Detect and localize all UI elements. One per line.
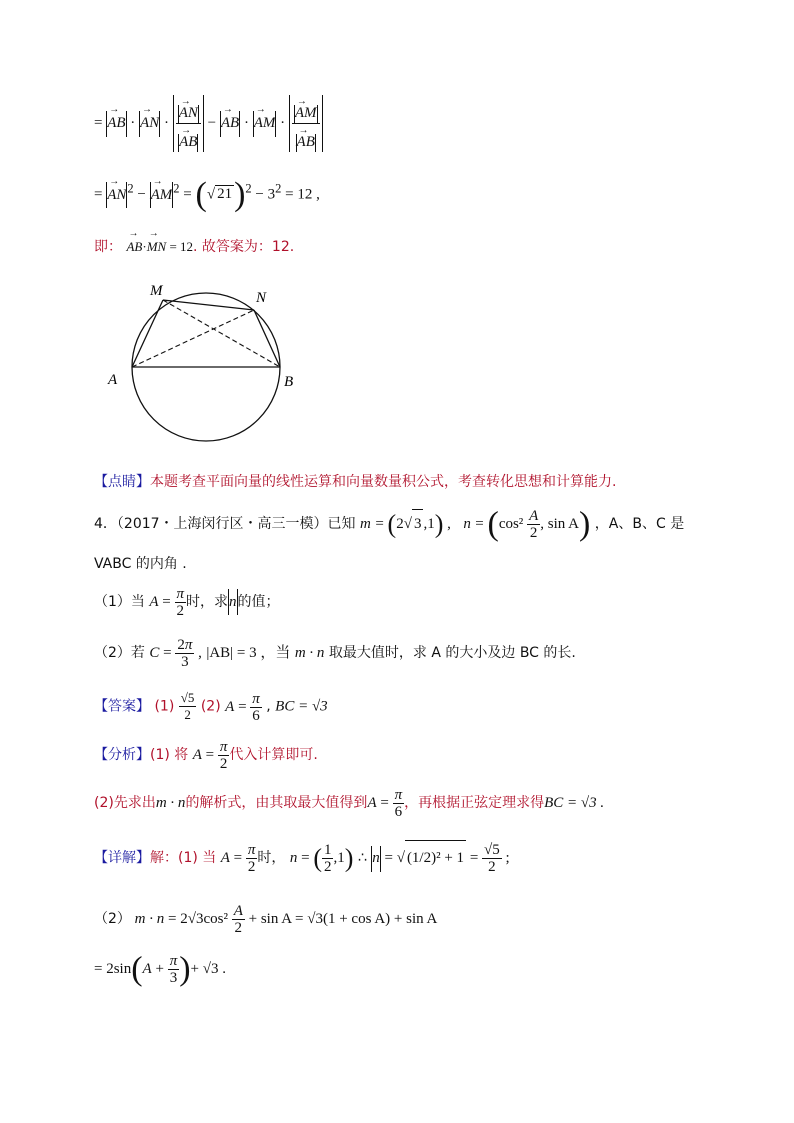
- equation-line-1: = → AB · → AN · → AN → AB − → AB · → AM · → AM → AB: [94, 95, 323, 155]
- label-m: M: [150, 283, 163, 299]
- equation-line-2: = → $AN^2$ − → $AM^2$ = (√ $21)^2 - 3^2 = 12$ ,: [94, 180, 320, 210]
- dianjing-note: 【点睛】本题考查平面向量的线性运算和向量数量积公式，考查转化思想和计算能力.: [94, 474, 617, 490]
- solution-line-1: 【详解】解：(1) 当 A = $\frac{\pi}{2}$ 时， n = ( $\frac{1}{2}$ ,1) ∴ n = √ (1/2)² + 1 = $\frac{√5}{2}$ ;: [94, 840, 510, 875]
- segment-am: [132, 300, 163, 367]
- answer-line: 【答案】 (1) $\frac{√5}{2}$ (2) A = $\frac{\pi}{6}$ , BC = √3: [94, 690, 328, 724]
- label-a: A: [108, 372, 118, 388]
- part-2: （2）若 C = $\frac{2\pi}{3}$ , |AB| = 3 ，当 m · n 取最大值时，求 A 的大小及边 BC 的长.: [94, 637, 576, 671]
- analysis-line-1: 【分析】(1) 将 A = $\frac{\pi}{2}$ 代入计算即可.: [94, 739, 318, 773]
- solution-line-2: （2） m · n = 2√3cos² $\frac{A}{2}$ + sin A = √3(1 + cos A) + sin A: [94, 903, 438, 937]
- label-n: N: [256, 290, 267, 306]
- question-4-line-2: VABC 的内角 .: [94, 556, 187, 572]
- circle-figure: [100, 280, 310, 450]
- part-1: （1）当 A = $\frac{\pi}{2}$ 时，求n的值；: [94, 586, 280, 620]
- segment-mb-dashed: [163, 300, 280, 367]
- analysis-line-2: (2)先求出m · n的解析式，由其取最大值得到A = $\frac{\pi}{6}$ ，再根据正弦定理求得BC = √3 .: [94, 787, 605, 821]
- answer-summary: 即： → AB·→ MN = 12. 故答案为：12.: [94, 236, 294, 256]
- solution-line-3: = 2sin(A + $\frac{\pi}{3}$ )+ √3 .: [94, 950, 226, 988]
- segment-nb: [254, 310, 280, 367]
- question-4-line-1: 4．（2017・上海闵行区・高三一模）已知 m = (2√ 3 ,1) , n = (cos² $\frac{A}{2}$ , sin A) ，A、B、C 是: [94, 505, 685, 543]
- label-b: B: [284, 374, 294, 390]
